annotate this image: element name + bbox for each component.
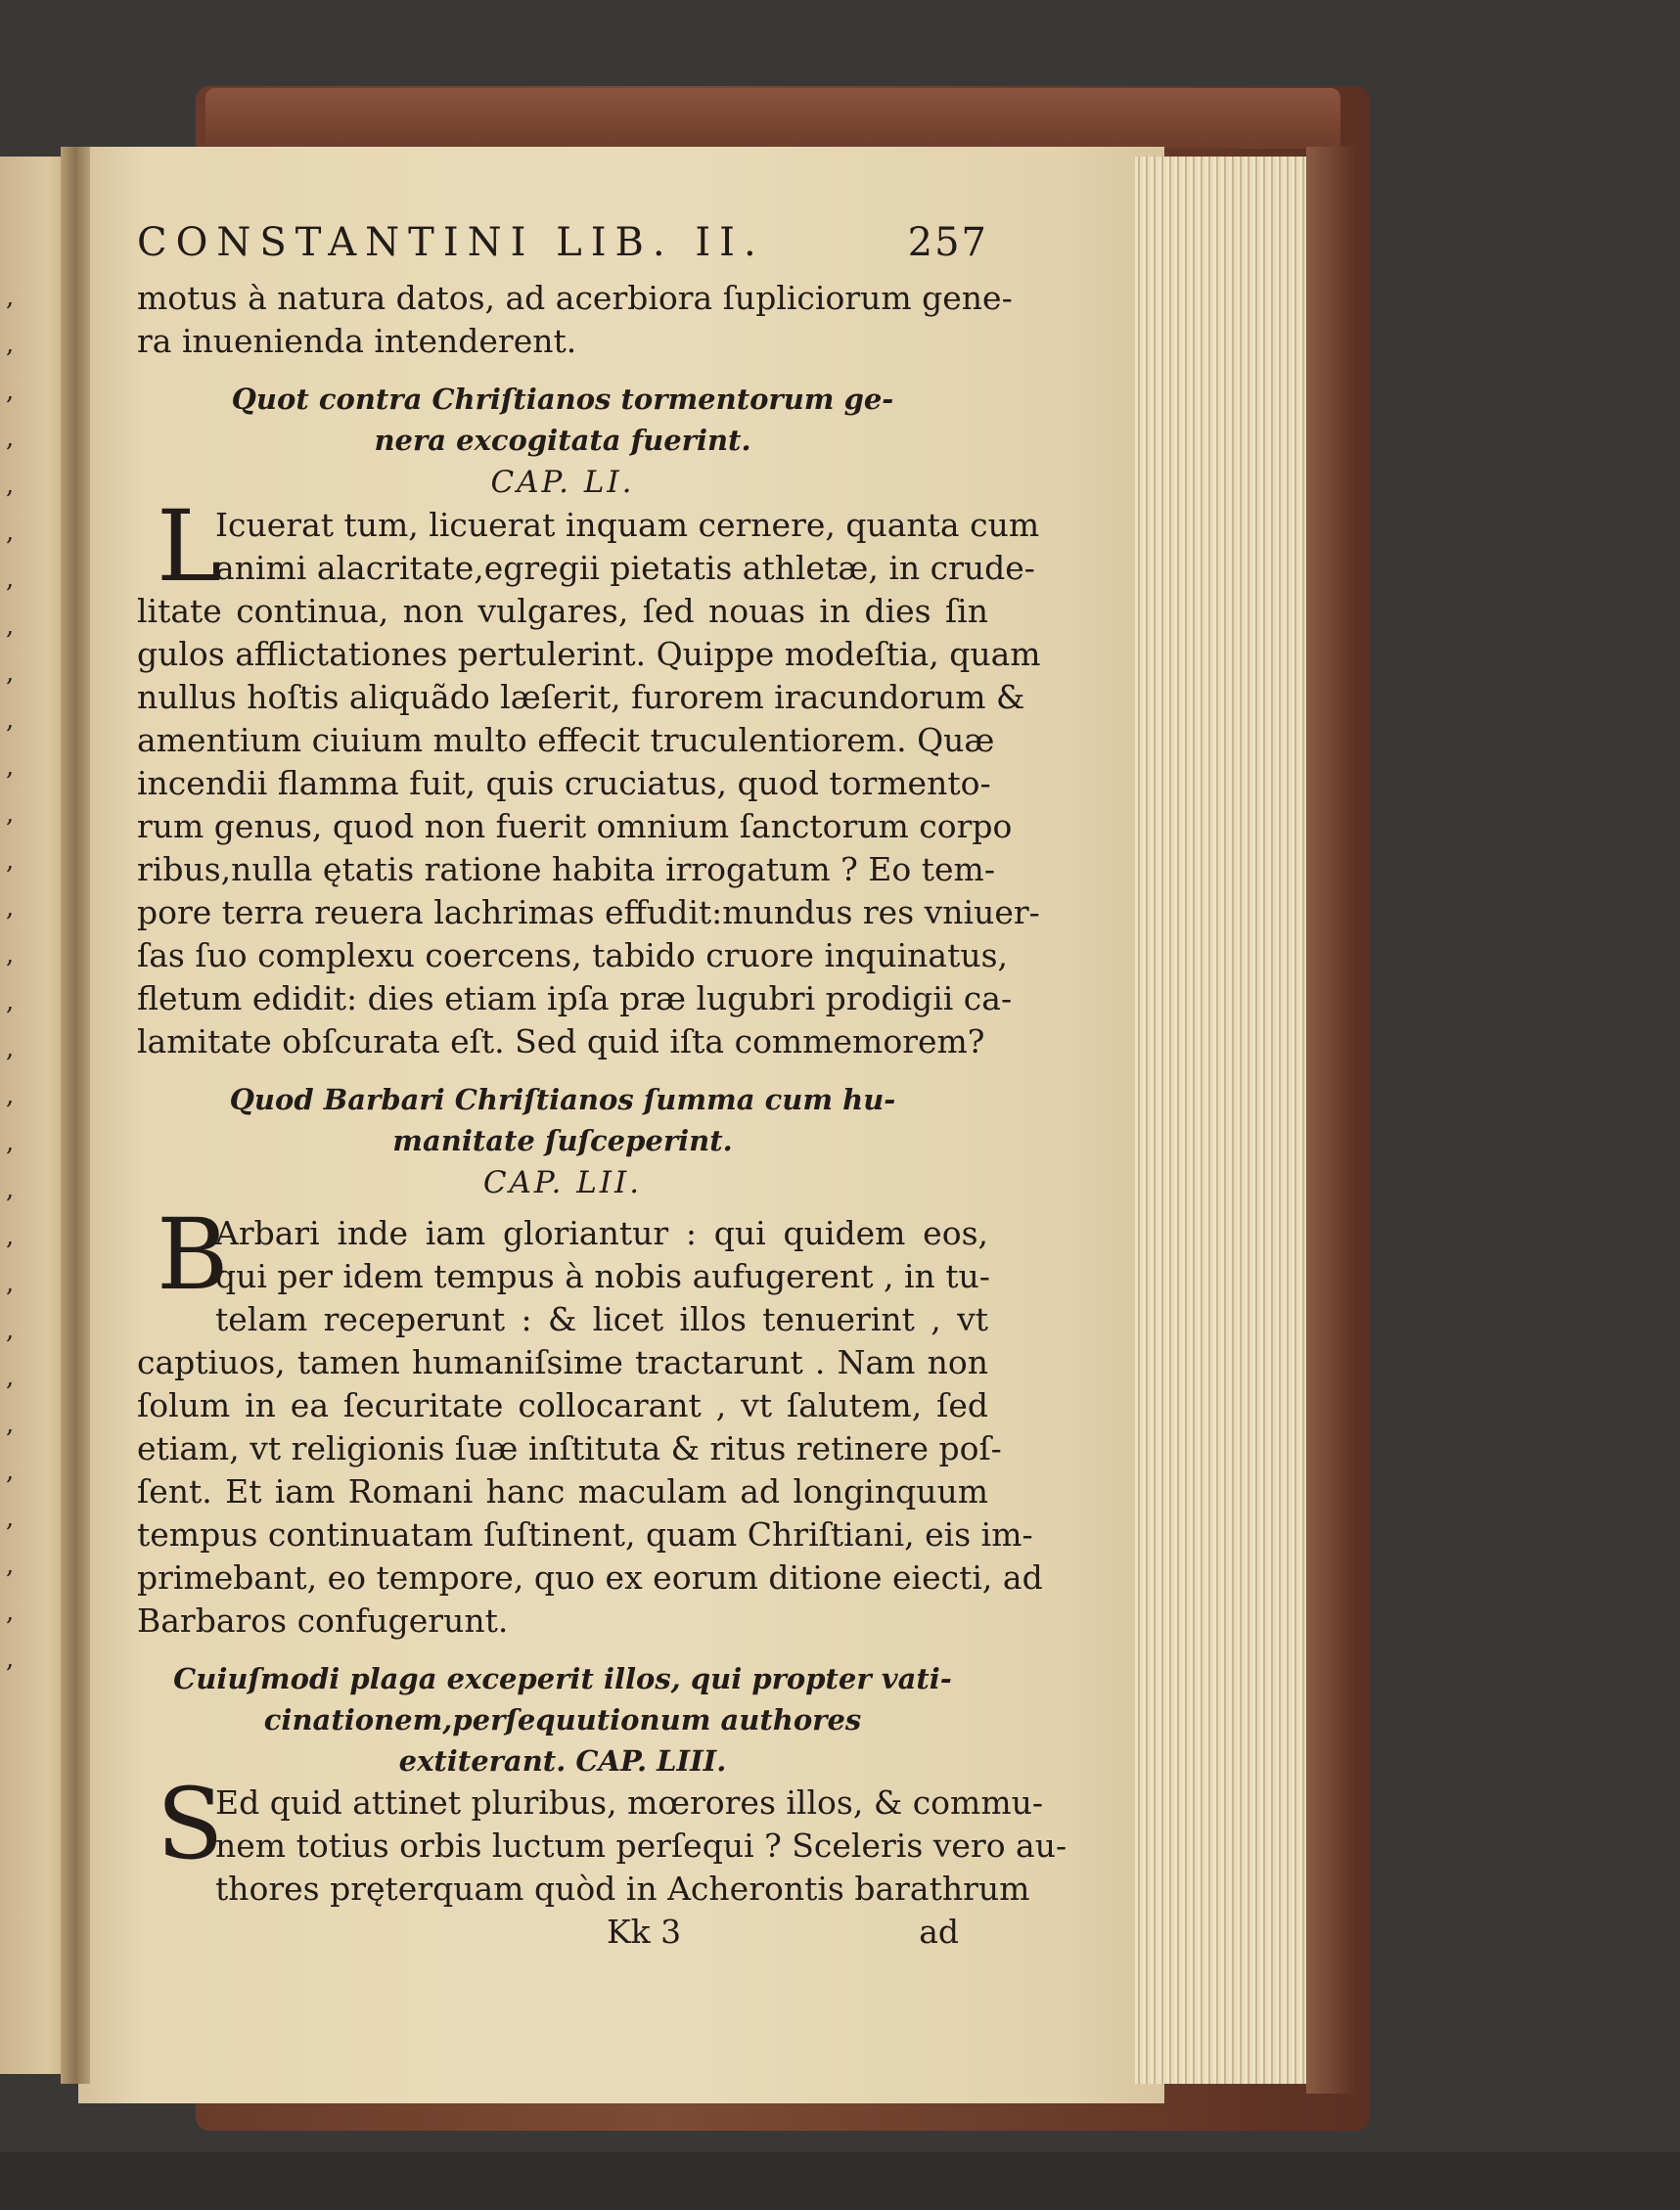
text-line: ſas ſuo complexu coercens, tabido cruore inquinatus, — [137, 936, 1009, 974]
drop-cap: B — [157, 1197, 229, 1312]
margin-mark: , — [6, 518, 15, 547]
margin-mark: , — [6, 611, 15, 641]
text-line: nem totius orbis luctum perſequi ? Sceleris vero au- — [215, 1827, 1067, 1865]
text-line: litate continua, non vulgares, ſed nouas in dies ſin — [137, 592, 988, 630]
margin-mark: , — [6, 1410, 15, 1439]
text-line: Ed quid attinet pluribus, mœrores illos, & commu- — [215, 1783, 1044, 1822]
margin-mark: , — [6, 1363, 15, 1392]
margin-mark: , — [6, 1551, 15, 1580]
running-title: CONSTANTINI LIB. II. — [137, 220, 765, 265]
margin-mark: , — [6, 330, 15, 359]
text-line: primebant, eo tempore, quo ex eorum ditione eiecti, ad — [137, 1558, 1043, 1597]
margin-mark: , — [6, 658, 15, 688]
text-line: fletum edidit: dies etiam ipſa præ lugubri prodigii ca- — [137, 979, 1013, 1017]
drop-cap: S — [157, 1767, 224, 1881]
margin-mark: , — [6, 1081, 15, 1110]
book-gutter — [61, 147, 90, 2084]
text-line: ſent. Et iam Romani hanc maculam ad longinquum — [137, 1472, 988, 1511]
margin-mark: , — [6, 1598, 15, 1627]
chapter-51-heading-line: nera excogitata fuerint. — [374, 424, 751, 457]
signature-mark: Kk 3 — [607, 1913, 682, 1951]
text-line: animi alacritate,egregii pietatis athletæ, in crude- — [215, 549, 1035, 587]
chapter-53-heading-line: Cuiuſmodi plaga exceperit illos, qui propter vati- — [173, 1662, 952, 1695]
margin-mark: , — [6, 1645, 15, 1674]
page-number: 257 — [907, 220, 988, 265]
text-line: amentium ciuium multo effecit truculentiorem. Quæ — [137, 721, 995, 759]
text-line: ra inuenienda intenderent. — [137, 322, 577, 360]
text-line: Icuerat tum, licuerat inquam cernere, quanta cum — [215, 506, 1040, 544]
chapter-51-number: CAP. LI. — [490, 465, 635, 500]
catchword: ad — [919, 1913, 959, 1951]
margin-mark: , — [6, 1269, 15, 1298]
page-text-block — [137, 220, 1067, 1954]
margin-mark: , — [6, 283, 15, 312]
left-page-margin-marks — [6, 274, 45, 1839]
margin-mark: , — [6, 1457, 15, 1486]
text-line: lamitate obſcurata eſt. Sed quid iſta commemorem? — [137, 1022, 985, 1060]
text-line: rum genus, quod non fuerit omnium ſanctorum corpo — [137, 807, 1013, 845]
chapter-52-paragraph — [137, 1197, 1043, 1643]
text-line: tempus continuatam ſuſtinent, quam Chriſtiani, eis im- — [137, 1515, 1033, 1554]
text-line: gulos afflictationes pertulerint. Quippe modeſtia, quam — [137, 635, 1041, 673]
chapter-51-paragraph — [137, 489, 1041, 1063]
margin-mark: , — [6, 1034, 15, 1063]
margin-mark: , — [6, 471, 15, 500]
chapter-51-heading-line: Quot contra Chriſtianos tormentorum ge- — [231, 383, 894, 416]
margin-mark: , — [6, 564, 15, 594]
text-line: etiam, vt religionis ſuæ inſtituta & ritus retinere poſ- — [137, 1429, 1002, 1467]
text-line: telam receperunt : & licet illos tenuerint , vt — [215, 1300, 988, 1338]
table-surface — [0, 2152, 1680, 2210]
text-line: thores pręterquam quòd in Acherontis barathrum — [215, 1870, 1030, 1908]
page-footer — [137, 1911, 988, 1954]
margin-mark: , — [6, 1504, 15, 1533]
text-line: ribus,nulla ętatis ratione habita irrogatum ? Eo tem- — [137, 850, 995, 888]
margin-mark: , — [6, 1222, 15, 1251]
margin-mark: , — [6, 987, 15, 1016]
margin-mark: , — [6, 1316, 15, 1345]
margin-mark: , — [6, 846, 15, 876]
margin-mark: , — [6, 799, 15, 829]
margin-mark: , — [6, 705, 15, 735]
text-line: motus à natura datos, ad acerbiora ſupliciorum gene- — [137, 279, 1013, 317]
chapter-53-paragraph — [137, 1767, 1067, 1911]
margin-mark: , — [6, 752, 15, 782]
chapter-52-heading-line: manitate ſuſceperint. — [392, 1124, 733, 1157]
text-line: Arbari inde iam gloriantur : qui quidem eos, — [215, 1214, 988, 1252]
cover-fore-edge — [1306, 147, 1355, 2094]
text-line: incendii flamma fuit, quis cruciatus, quod tormento- — [137, 764, 991, 802]
margin-mark: , — [6, 1175, 15, 1204]
text-line: Barbaros confugerunt. — [137, 1601, 509, 1640]
opening-lines — [137, 277, 1013, 363]
running-header — [137, 220, 988, 277]
text-line: qui per idem tempus à nobis aufugerent , in tu- — [215, 1257, 990, 1295]
margin-mark: , — [6, 424, 15, 453]
margin-mark: , — [6, 940, 15, 970]
chapter-53-heading-line: extiterant. CAP. LIII. — [398, 1744, 727, 1778]
text-line: pore terra reuera lachrimas effudit:mundus res vniuer- — [137, 893, 1040, 931]
chapter-52-number: CAP. LII. — [482, 1165, 643, 1200]
margin-mark: , — [6, 893, 15, 923]
drop-cap: L — [157, 489, 222, 604]
text-line: nullus hoſtis aliquãdo læſerit, furorem iracundorum & — [137, 678, 1025, 716]
page-fore-edge — [1135, 157, 1311, 2084]
chapter-52-heading-line: Quod Barbari Chriſtianos ſumma cum hu- — [229, 1083, 896, 1116]
margin-mark: , — [6, 377, 15, 406]
margin-mark: , — [6, 1128, 15, 1157]
book-cover-top-edge — [205, 88, 1340, 149]
text-line: captiuos, tamen humaniſsime tractarunt . Nam non — [137, 1343, 988, 1381]
text-line: ſolum in ea ſecuritate collocarant , vt ſalutem, ſed — [137, 1386, 988, 1424]
chapter-53-heading-line: cinationem,perſequutionum authores — [263, 1703, 862, 1736]
